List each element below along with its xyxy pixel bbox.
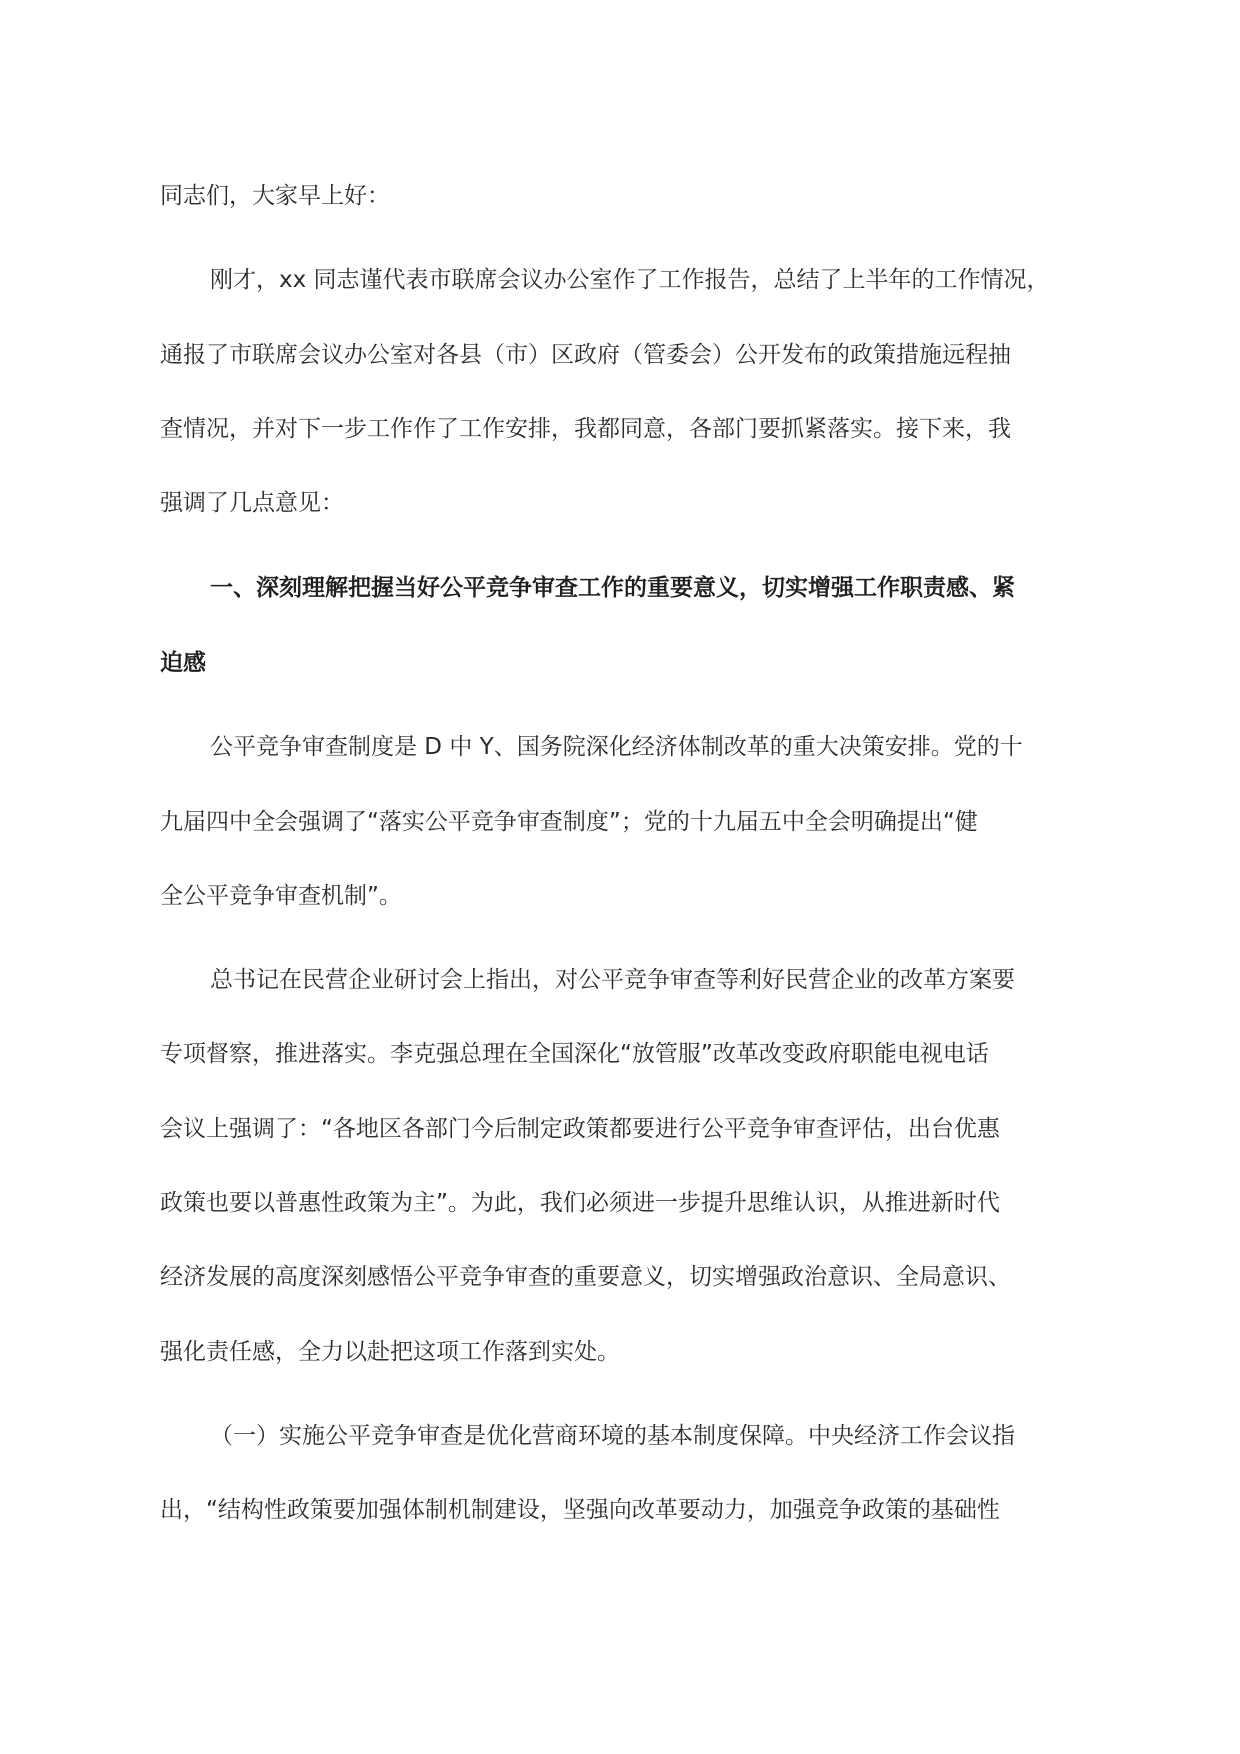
paragraph-2-line-3: 全公平竞争审查机制”。 (160, 883, 402, 909)
paragraph-3-line-4: 政策也要以普惠性政策为主”。为此，我们必须进一步提升思维认识，从推进新时代 (160, 1190, 1000, 1216)
paragraph-4-line-2: 出，“结构性政策要加强体制机制建设，坚强向改革要动力，加强竞争政策的基础性 (160, 1497, 1000, 1523)
paragraph-1-line-2: 通报了市联席会议办公室对各县（市）区政府（管委会）公开发布的政策措施远程抽 (160, 342, 1011, 368)
paragraph-3-line-3: 会议上强调了：“各地区各部门今后制定政策都要进行公平竞争审查评估，出台优惠 (160, 1116, 1000, 1142)
paragraph-3-line-5: 经济发展的高度深刻感悟公平竞争审查的重要意义，切实增强政治意识、全局意识、 (160, 1264, 1011, 1290)
paragraph-4-line-1: （一）实施公平竞争审查是优化营商环境的基本制度保障。中央经济工作会议指 (210, 1423, 1015, 1449)
section-heading-line-1: 一、深刻理解把握当好公平竞争审查工作的重要意义，切实增强工作职责感、紧 (210, 575, 1015, 601)
paragraph-1-line-4: 强调了几点意见： (160, 490, 344, 516)
paragraph-2-line-2: 九届四中全会强调了“落实公平竞争审查制度”；党的十九届五中全会明确提出“健 (160, 809, 978, 835)
section-heading-line-2: 迫感 (160, 650, 206, 676)
paragraph-2-line-1: 公平竞争审查制度是 D 中 Y、国务院深化经济体制改革的重大决策安排。党的十 (210, 734, 1023, 760)
paragraph-3-line-6: 强化责任感，全力以赴把这项工作落到实处。 (160, 1339, 620, 1365)
paragraph-1-line-1: 刚才，xx 同志谨代表市联席会议办公室作了工作报告，总结了上半年的工作情况， (210, 267, 1050, 293)
paragraph-3-line-1: 总书记在民营企业研讨会上指出，对公平竞争审查等利好民营企业的改革方案要 (210, 967, 1015, 993)
paragraph-1-line-3: 查情况，并对下一步工作作了工作安排，我都同意，各部门要抓紧落实。接下来，我 (160, 416, 1011, 442)
paragraph-3-line-2: 专项督察，推进落实。李克强总理在全国深化“放管服”改革改变政府职能电视电话 (160, 1041, 989, 1067)
greeting-line: 同志们，大家早上好： (160, 183, 390, 209)
